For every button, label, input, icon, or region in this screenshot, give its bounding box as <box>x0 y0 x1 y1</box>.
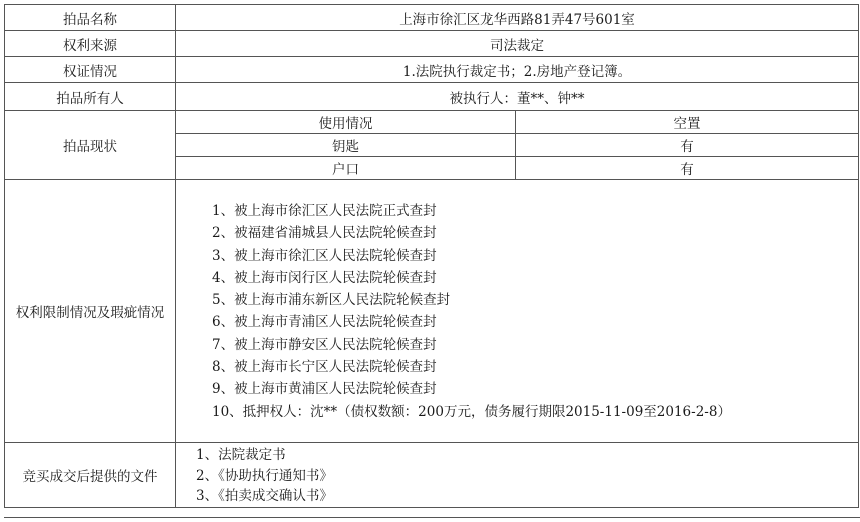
document-item: 3、《拍卖成交确认书》 <box>196 488 333 504</box>
row-item-name <box>5 5 859 31</box>
status-label: 拍品现状 <box>5 111 176 180</box>
auction-info-table <box>4 4 859 508</box>
status-header-vacant: 空置 <box>516 111 859 134</box>
restrictions-value <box>176 180 859 443</box>
row-owner <box>5 83 859 111</box>
status-key-value: 有 <box>516 134 859 157</box>
restriction-item: 9、被上海市黄浦区人民法院轮候查封 <box>212 381 437 398</box>
status-sub-row <box>176 134 858 157</box>
certificate-value: 1.法院执行裁定书；2.房地产登记簿。 <box>176 57 859 83</box>
status-hukou-label: 户口 <box>176 157 516 180</box>
rights-source-label: 权利来源 <box>5 31 176 57</box>
status-key-label: 钥匙 <box>176 134 516 157</box>
row-status <box>5 111 859 180</box>
restriction-item: 8、被上海市长宁区人民法院轮候查封 <box>212 359 437 376</box>
status-subtable-cell <box>176 111 859 180</box>
restriction-item: 7、被上海市静安区人民法院轮候查封 <box>212 336 437 353</box>
row-certificate <box>5 57 859 83</box>
status-sub-row <box>176 157 858 180</box>
status-sub-header <box>176 111 858 134</box>
status-subtable <box>176 111 858 179</box>
documents-list <box>176 443 858 507</box>
table-bottom-border <box>4 517 860 518</box>
certificate-label: 权证情况 <box>5 57 176 83</box>
item-name-value: 上海市徐汇区龙华西路81弄47号601室 <box>176 5 859 31</box>
restriction-item: 3、被上海市徐汇区人民法院轮候查封 <box>212 247 437 264</box>
owner-value: 被执行人：董**、钟** <box>176 83 859 111</box>
documents-value <box>176 443 859 508</box>
status-header-usage: 使用情况 <box>176 111 516 134</box>
restriction-item: 1、被上海市徐汇区人民法院正式查封 <box>212 203 437 219</box>
restriction-item: 5、被上海市浦东新区人民法院轮候查封 <box>212 292 451 309</box>
document-item: 2、《协助执行通知书》 <box>196 467 333 484</box>
row-documents <box>5 443 859 508</box>
restriction-item: 6、被上海市青浦区人民法院轮候查封 <box>212 314 437 331</box>
documents-label: 竞买成交后提供的文件 <box>5 443 176 508</box>
restriction-item: 2、被福建省浦城县人民法院轮候查封 <box>212 225 437 242</box>
restrictions-list <box>176 180 858 423</box>
item-name-label: 拍品名称 <box>5 5 176 31</box>
restriction-item: 4、被上海市闵行区人民法院轮候查封 <box>212 269 437 286</box>
row-rights-source <box>5 31 859 57</box>
owner-label: 拍品所有人 <box>5 83 176 111</box>
row-restrictions <box>5 180 859 443</box>
document-item: 1、法院裁定书 <box>196 447 286 463</box>
restrictions-label: 权利限制情况及瑕疵情况 <box>5 180 176 443</box>
status-hukou-value: 有 <box>680 162 694 178</box>
rights-source-value: 司法裁定 <box>176 31 859 57</box>
restriction-item: 10、抵押权人：沈**（债权数额：200万元，债务履行期限2015-11-09至2016-2-8） <box>212 403 731 420</box>
